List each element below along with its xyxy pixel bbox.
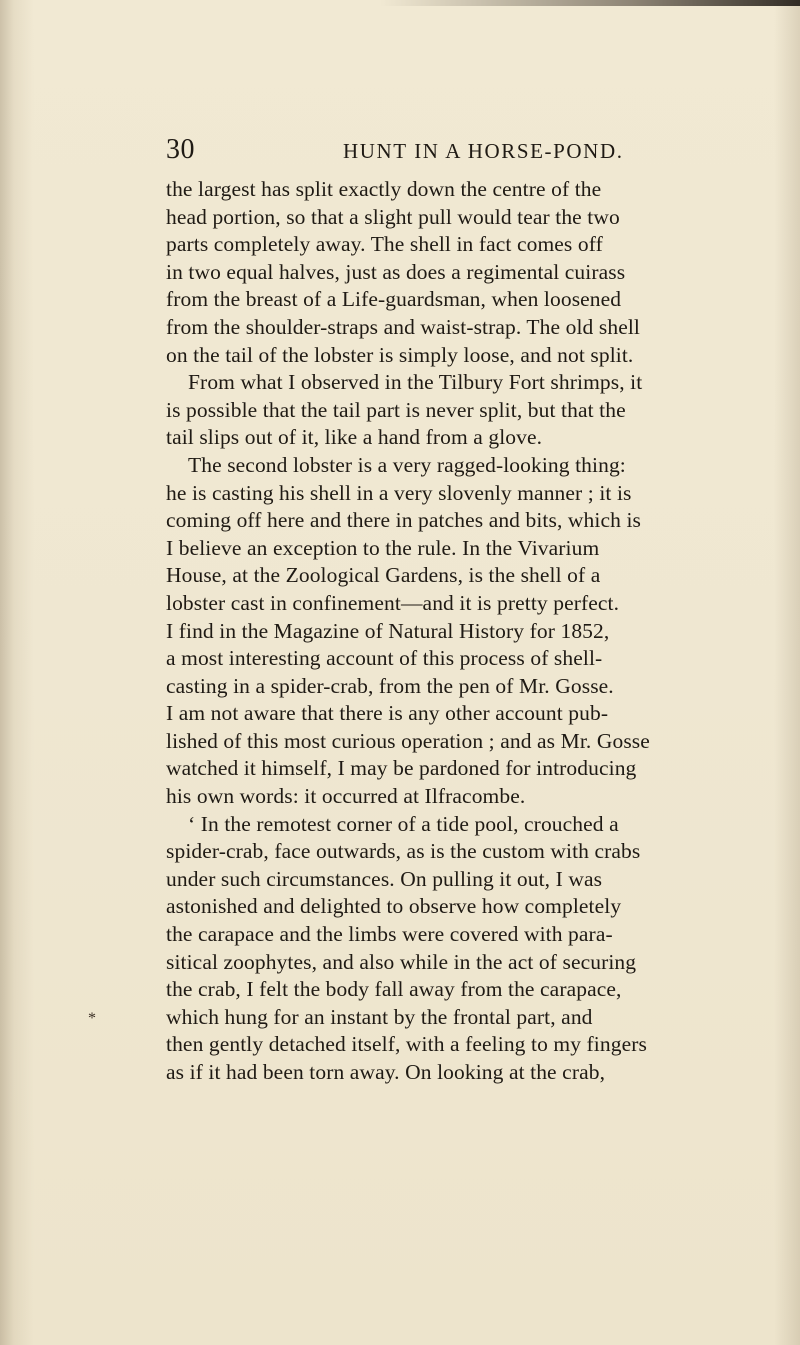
page-number: 30 — [166, 134, 195, 165]
margin-mark: * — [88, 1010, 96, 1027]
text-line: I find in the Magazine of Natural History for 1852, — [166, 618, 610, 643]
text-line: the largest has split exactly down the centre of the — [166, 177, 602, 201]
text-line: on the tail of the lobster is simply loose, and not split. — [166, 342, 634, 367]
text-line: sitical zoophytes, and also while in the act of securing — [166, 949, 637, 974]
text-line: he is casting his shell in a very slovenly manner ; it is — [166, 480, 632, 505]
text-line: lished of this most curious operation ; and as Mr. Gosse — [166, 728, 650, 753]
text-line: from the shoulder-straps and waist-strap. The old shell — [166, 314, 640, 339]
text-line: astonished and delighted to observe how completely — [166, 894, 622, 919]
text-line: From what I observed in the Tilbury Fort shrimps, it — [188, 370, 643, 395]
text-line: I am not aware that there is any other account pub- — [166, 701, 609, 726]
text-line: parts completely away. The shell in fact comes off — [166, 232, 603, 257]
text-line: ‘ In the remotest corner of a tide pool, crouched a — [188, 811, 619, 836]
text-line: casting in a spider-crab, from the pen of Mr. Gosse. — [166, 673, 614, 698]
text-line: from the breast of a Life-guardsman, when loosened — [166, 287, 622, 312]
text-line: his own words: it occurred at Ilfracombe. — [166, 784, 526, 809]
text-line: in two equal halves, just as does a regimental cuirass — [166, 259, 626, 284]
text-line: coming off here and there in patches and bits, which is — [166, 508, 641, 533]
text-line: The second lobster is a very ragged-looking thing: — [188, 452, 626, 477]
page-top-edge — [380, 0, 800, 6]
text-line: the carapace and the limbs were covered with para- — [166, 922, 613, 947]
text-line: lobster cast in confinement—and it is pretty perfect. — [166, 590, 620, 615]
text-line: I believe an exception to the rule. In the Vivarium — [166, 535, 600, 560]
running-head — [166, 134, 646, 174]
text-line: is possible that the tail part is never split, but that the — [166, 397, 626, 422]
text-line: a most interesting account of this process of shell- — [166, 646, 603, 671]
text-line: then gently detached itself, with a feeling to my fingers — [166, 1032, 647, 1057]
running-title: HUNT IN A HORSE-POND. — [343, 139, 624, 163]
text-line: under such circumstances. On pulling it out, I was — [166, 866, 603, 891]
text-line: spider-crab, face outwards, as is the custom with crabs — [166, 839, 641, 864]
text-line: tail slips out of it, like a hand from a glove. — [166, 425, 543, 450]
text-line: as if it had been torn away. On looking at the crab, — [166, 1060, 606, 1084]
text-line: House, at the Zoological Gardens, is the shell of a — [166, 563, 601, 588]
text-line: watched it himself, I may be pardoned for introducing — [166, 756, 637, 781]
text-line: which hung for an instant by the frontal part, and — [166, 1004, 593, 1029]
text-line: the crab, I felt the body fall away from the carapace, — [166, 977, 622, 1002]
text-line: head portion, so that a slight pull would tear the two — [166, 204, 620, 229]
body-text — [166, 176, 786, 1087]
